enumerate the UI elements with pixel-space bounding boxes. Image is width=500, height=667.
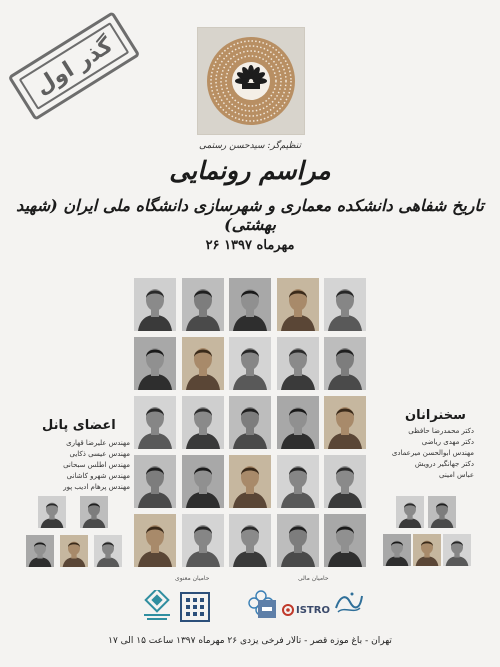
panel-photo [26,535,54,567]
portrait-photo [324,514,366,567]
sponsor-logo-box [258,600,276,618]
photo-grid [134,278,366,568]
panel-member: مهندس عیسی ذکایی [69,450,130,458]
portrait-photo [182,337,224,390]
speakers-title: سخنرانان [405,408,466,423]
portrait-photo [182,455,224,508]
panel-photo [80,496,108,528]
ceremony-title: مراسم رونمایی [169,156,331,185]
speakers-list [370,426,474,481]
portrait-photo [229,278,271,331]
panel-member: مهندس علیرضا قهاری [66,439,130,447]
panel-photo [60,535,88,567]
event-subtitle: تاریخ شفاهی دانشکده معماری و شهرسازی دانشگاه ملی ایران (شهید بهشتی) [16,196,484,234]
portrait-photo [134,337,176,390]
emblem-logo [197,27,305,135]
speaker-photo [443,534,471,566]
panel-member: مهندس شهرو کاشانی [66,472,130,480]
portrait-photo [134,396,176,449]
portrait-photo [324,337,366,390]
portrait-photo [182,514,224,567]
speaker: عباس امینی [439,471,474,479]
portrait-photo [134,455,176,508]
event-date: ۲۶ مهرماه ۱۳۹۷ [205,238,295,253]
speaker-photo [428,496,456,528]
panel-photo [38,496,66,528]
corner-stamp [8,11,141,121]
portrait-photo [229,396,271,449]
speaker: دکتر مهدی ریاضی [421,438,474,446]
panel-title: اعضای پانل [42,418,116,433]
portrait-photo [277,455,319,508]
portrait-photo [229,337,271,390]
sponsor-logo-society [140,590,174,622]
speaker-photo [396,496,424,528]
speaker: دکتر محمدرضا حافظی [408,427,474,435]
portrait-photo [324,455,366,508]
speaker: مهندس ابوالحسن میرعمادی [391,449,474,457]
portrait-photo [324,278,366,331]
speaker-photo [383,534,411,566]
portrait-photo [134,514,176,567]
speaker-photo [413,534,441,566]
panel-member: مهندس اطلس سبحانی [63,461,130,469]
portrait-photo [182,278,224,331]
curator-line: تنظیم‌گر: سیدحسن رستمی [198,141,302,151]
istro-text: ISTRO [296,604,330,616]
stamp-text: گذر اول [19,22,130,110]
financial-sponsors-label: حامیان مالی [298,575,329,582]
portrait-photo [277,396,319,449]
sponsor-logo-grid [180,592,210,622]
panel-member: مهندس پرهام ادیب پور [63,483,130,491]
portrait-photo [324,396,366,449]
portrait-photo [182,396,224,449]
spiritual-sponsors-label: حامیان معنوی [175,575,210,582]
portrait-photo [229,455,271,508]
portrait-photo [277,514,319,567]
portrait-photo [277,337,319,390]
sponsor-logo-calligraphy [332,588,366,618]
portrait-photo [277,278,319,331]
event-details-footer: تهران - باغ موزه قصر - تالار فرخی یزدی ۲۶ مهرماه ۱۳۹۷ ساعت ۱۵ الی ۱۷ [108,636,392,646]
speaker: دکتر جهانگیر درویش [414,460,474,468]
sponsor-logo-istro [282,604,330,616]
panel-photo [94,535,122,567]
portrait-photo [134,278,176,331]
panel-members-list [22,438,130,493]
portrait-photo [229,514,271,567]
